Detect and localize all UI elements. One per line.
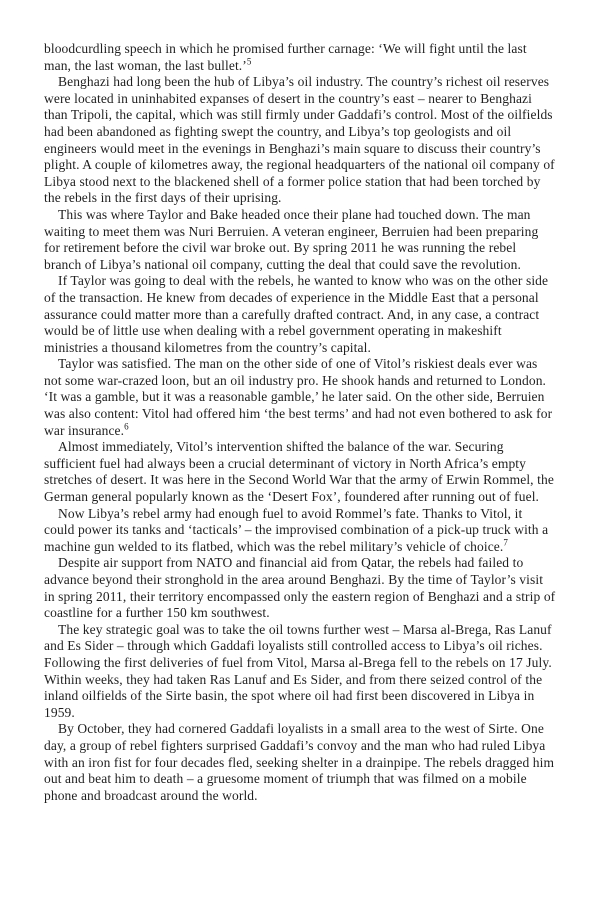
paragraph: Almost immediately, Vitol’s intervention shifted the balance of the war. Securing sufficient fuel had always been a crucial determinant of victory in North Africa’s empty stretches of desert. It was here in the Second World War that the army of Erwin Rommel, the German general popularly known as the ‘Desert Fox’, foundered after running out of fuel.	[44, 439, 554, 505]
paragraph: This was where Taylor and Bake headed once their plane had touched down. The man waiting to meet them was Nuri Berruien. A veteran engineer, Berruien had been preparing for retirement before the civil war broke out. By spring 2011 he was running the rebel branch of Libya’s national oil company, cutting the deal that could save the revolution.	[44, 206, 539, 272]
paragraph: Despite air support from NATO and financial aid from Qatar, the rebels had failed to advance beyond their stronghold in the area around Benghazi. By the time of Taylor’s visit in spring 2011, their territory encompassed only the eastern region of Benghazi and a strip of coastline for a further 150 km southwest.	[44, 555, 556, 621]
paragraph: bloodcurdling speech in which he promised further carnage: ‘We will fight until the last man, the last woman, the last bullet.’$^5$	[44, 41, 527, 73]
paragraph: If Taylor was going to deal with the rebels, he wanted to know who was on the other side of the transaction. He knew from decades of experience in the Middle East that a personal assurance could matter more than a carefully drafted contract. And, in any case, a contract would be of little use when dealing with a rebel government operating in makeshift ministries a thousand kilometres from the country’s capital.	[44, 273, 549, 355]
paragraph: Benghazi had long been the hub of Libya’s oil industry. The country’s richest oil reserves were located in uninhabited expanses of desert in the country’s east – nearer to Benghazi than Tripoli, the capital, which was still firmly under Gaddafi’s control. Most of the oilfields had been abandoned as fighting swept the country, and Libya’s top geologists and oil engineers would meet in the evenings in Benghazi’s main square to discuss their country’s plight. A couple of kilometres away, the regional headquarters of the national oil company of Libya stood next to the blackened shell of a former police station that had been torched by the rebels in the first days of their uprising.	[44, 74, 555, 206]
paragraph: Taylor was satisfied. The man on the other side of one of Vitol’s riskiest deals ever was not some war-crazed loon, but an oil industry pro. He shook hands and returned to London. ‘It was a gamble, but it was a reasonable gamble,’ he later said. On the other side, Berruien was also content: Vitol had offered him ‘the best terms’ and had not even bothered to ask for war insurance.$^6$	[44, 356, 553, 438]
paragraph: Now Libya’s rebel army had enough fuel to avoid Rommel’s fate. Thanks to Vitol, it could power its tanks and ‘tacticals’ – the improvised combination of a pick-up truck with a machine gun welded to its flatbed, which was the rebel military’s vehicle of choice.$^7$	[44, 505, 549, 554]
paragraph: The key strategic goal was to take the oil towns further west – Marsa al-Brega, Ras Lanuf and Es Sider – through which Gaddafi loyalists still controlled access to Libya’s oil riches. Following the first deliveries of fuel from Vitol, Marsa al-Brega fell to the rebels on 17 July. Within weeks, they had taken Ras Lanuf and Es Sider, and from there seized control of the inland oilfields of the Sirte basin, the spot where oil had first been discovered in Libya in 1959.	[44, 621, 552, 720]
text-column	[44, 41, 556, 804]
footnote-reference[interactable]: 5	[246, 56, 252, 67]
footnote-reference[interactable]: 7	[503, 537, 508, 548]
paragraph: By October, they had cornered Gaddafi loyalists in a small area to the west of Sirte. One day, a group of rebel fighters surprised Gaddafi’s convoy and the man who had ruled Libya with an iron fist for four decades fled, seeking shelter in a drainpipe. The rebels dragged him out and beat him to death – a gruesome moment of triumph that was filmed on a mobile phone and broadcast around the world.	[44, 721, 555, 803]
footnote-reference[interactable]: 6	[124, 421, 129, 432]
